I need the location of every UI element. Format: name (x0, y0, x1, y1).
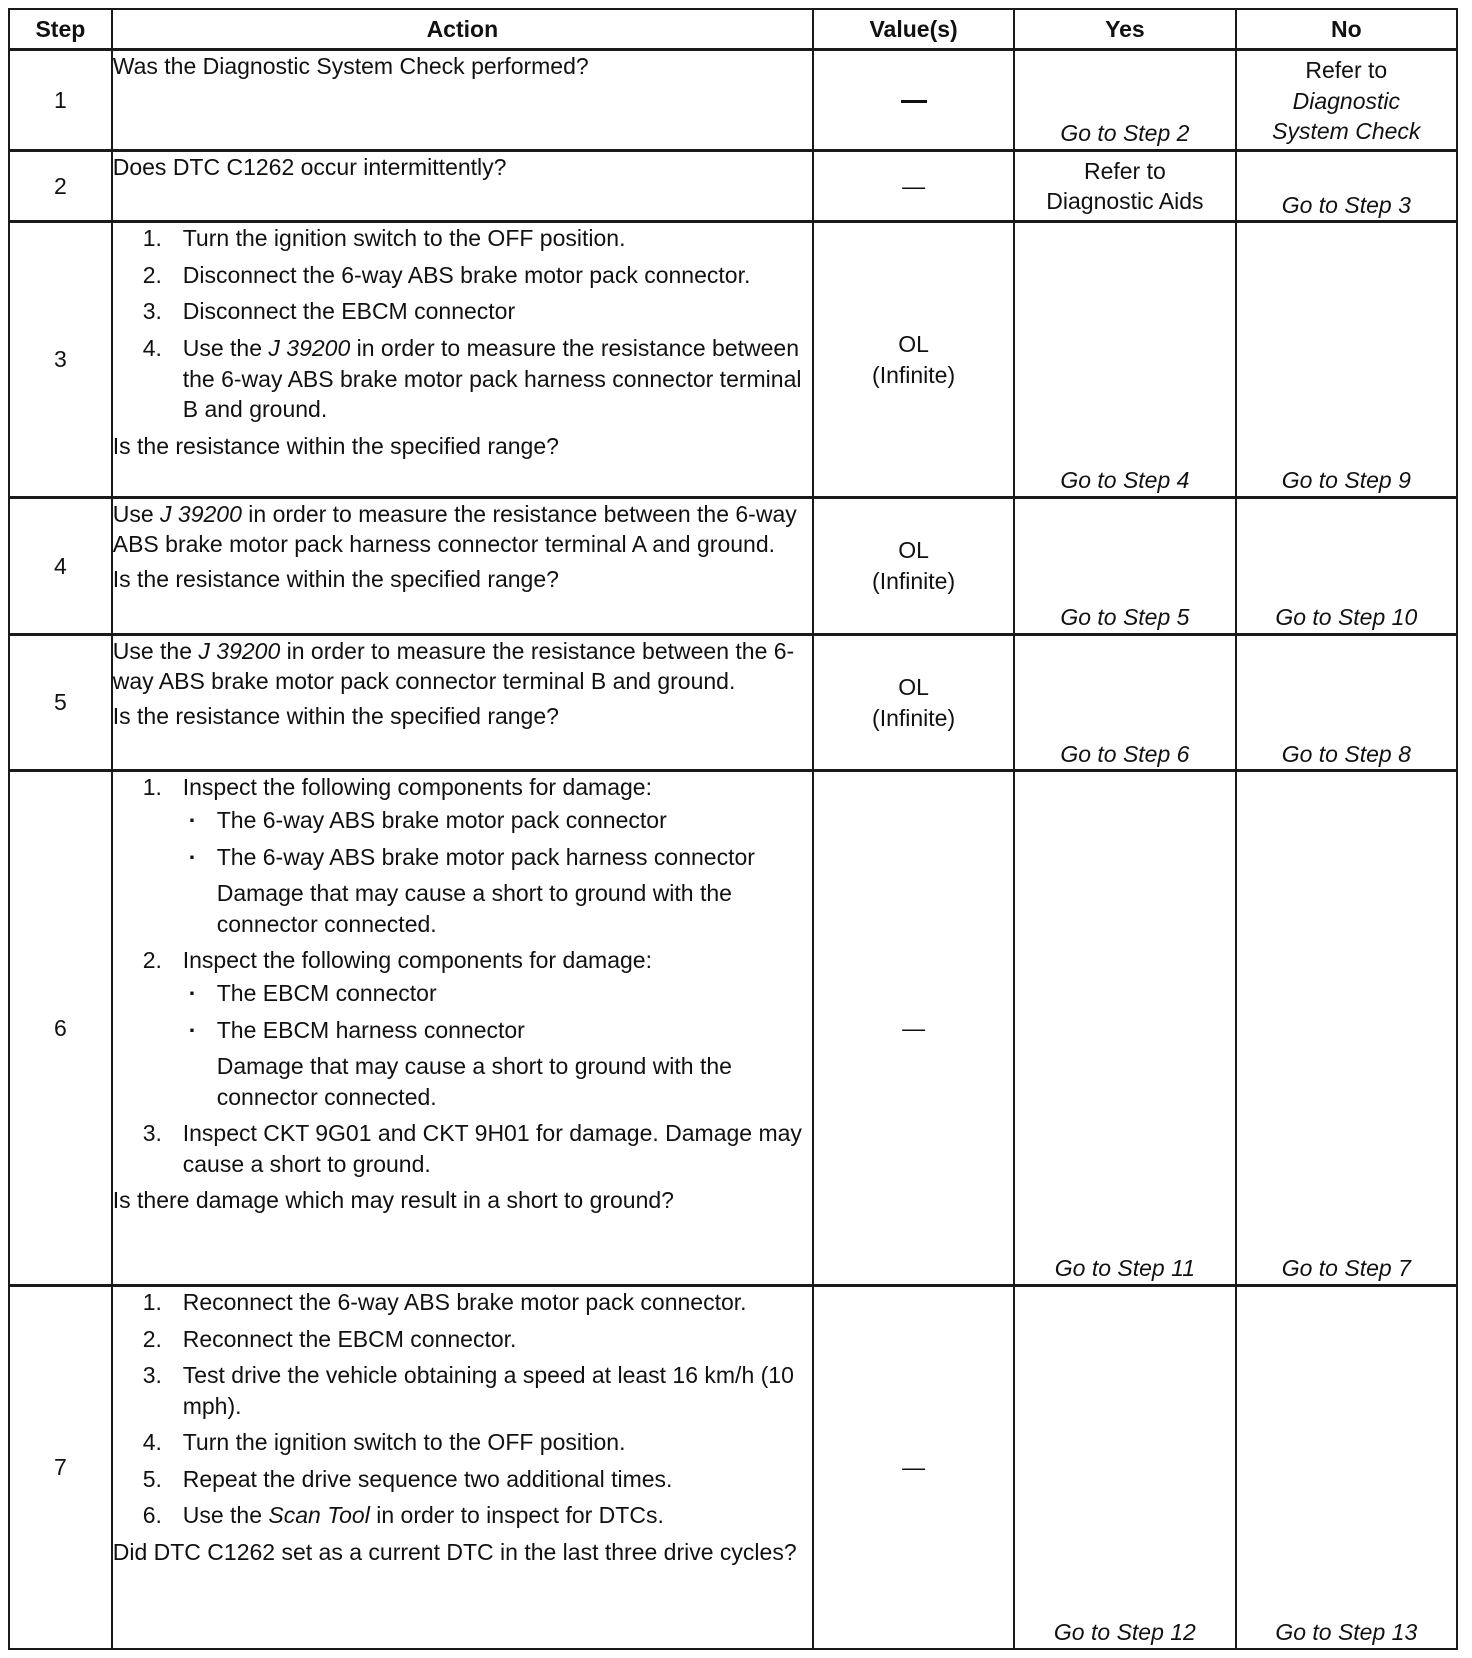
step-number: 1 (9, 50, 112, 151)
yes-cell (1014, 150, 1235, 221)
no-cell (1236, 771, 1457, 1286)
list-item (113, 296, 812, 327)
table-row (9, 634, 1457, 771)
list-item (113, 945, 812, 1112)
refer-text: Refer to (1305, 57, 1388, 83)
item-text: Use the (182, 334, 262, 361)
value-cell (813, 222, 1014, 498)
item-text: in order to measure the resistance between the 6-way ABS brake motor pack harness connector terminal A and ground. (112, 500, 797, 558)
list-item (113, 1464, 812, 1495)
value-text: OL (898, 330, 929, 357)
item-text: Disconnect the EBCM connector (182, 298, 516, 325)
header-yes: Yes (1014, 9, 1235, 50)
item-text: in order to inspect for DTCs. (376, 1502, 664, 1529)
step-number: 3 (9, 222, 112, 498)
question: Does DTC C1262 occur intermittently? (112, 153, 507, 180)
no-cell (1236, 50, 1457, 151)
item-text: Inspect the following components for damage: (182, 947, 652, 974)
bullet-item: · The 6-way ABS brake motor pack harness connector (183, 842, 812, 873)
tool-name: Scan Tool (268, 1502, 370, 1529)
go-to-link: Go to Step 3 (1281, 191, 1411, 218)
question: Did DTC C1262 set as a current DTC in the last three drive cycles? (112, 1539, 797, 1566)
list-item (113, 1500, 812, 1531)
table-row (9, 150, 1457, 221)
procedure-list (113, 772, 812, 1179)
yes-cell (1014, 50, 1235, 151)
go-to-link: Go to Step 8 (1281, 740, 1411, 767)
item-number: 4. (142, 334, 162, 361)
list-item (113, 1287, 812, 1318)
table-row (9, 50, 1457, 151)
yes-cell (1014, 497, 1235, 634)
value-text: — (902, 172, 926, 199)
bullet-list (183, 978, 812, 1045)
item-text: Inspect the following components for damage: (182, 774, 652, 801)
list-item (113, 223, 812, 254)
item-number: 1. (142, 1289, 162, 1316)
refer-text: Refer to (1083, 157, 1166, 184)
go-to-link: Go to Step 4 (1060, 467, 1190, 494)
go-to-link: Go to Step 6 (1060, 740, 1190, 767)
yes-cell (1014, 222, 1235, 498)
item-text: in order to measure the resistance between the 6-way ABS brake motor pack harness connector terminal B and ground. (182, 334, 802, 423)
dash (901, 100, 927, 103)
action-cell (112, 150, 813, 221)
diagnostic-table (8, 8, 1458, 1650)
note-text: Damage that may cause a short to ground with the connector connected. (216, 880, 732, 937)
header-action: Action (112, 9, 813, 50)
value-cell (813, 150, 1014, 221)
table-row (9, 497, 1457, 634)
item-text: Inspect CKT 9G01 and CKT 9H01 for damage. Damage may cause a short to ground. (182, 1120, 802, 1177)
table-row (9, 771, 1457, 1286)
value-cell (813, 497, 1014, 634)
item-number: 3. (142, 1120, 162, 1147)
item-number: 2. (142, 1325, 162, 1352)
item-number: 2. (142, 947, 162, 974)
item-text: Repeat the drive sequence two additional times. (182, 1465, 673, 1492)
go-to-link: Go to Step 10 (1275, 604, 1418, 631)
header-values: Value(s) (813, 9, 1014, 50)
note-text: Damage that may cause a short to ground with the connector connected. (216, 1053, 732, 1110)
no-cell (1236, 634, 1457, 771)
go-to-link: Go to Step 5 (1060, 604, 1190, 631)
no-cell (1236, 222, 1457, 498)
go-to-link: Go to Step 13 (1275, 1619, 1418, 1646)
action-cell (112, 222, 813, 498)
yes-cell (1014, 1286, 1235, 1649)
step-number: 4 (9, 497, 112, 634)
action-cell (112, 50, 813, 151)
item-text: Use the (182, 1502, 262, 1529)
value-cell (813, 634, 1014, 771)
question: Is there damage which may result in a short to ground? (112, 1187, 674, 1214)
list-item (113, 333, 812, 425)
bullet-item: · The 6-way ABS brake motor pack connector (183, 805, 812, 836)
item-number: 1. (142, 225, 162, 252)
value-text: (Infinite) (872, 567, 956, 594)
list-item (113, 1324, 812, 1355)
tool-name: J 39200 (198, 637, 281, 664)
step-number: 5 (9, 634, 112, 771)
item-number: 1. (142, 774, 162, 801)
value-text: (Infinite) (872, 361, 956, 388)
value-text: OL (898, 674, 929, 700)
list-item (113, 1427, 812, 1458)
header-no: No (1236, 9, 1457, 50)
bullet-item: · The EBCM connector (183, 978, 812, 1009)
item-text: Use the (112, 637, 192, 664)
item-number: 3. (142, 1362, 162, 1389)
value-text: — (902, 1014, 926, 1041)
table-row (9, 1286, 1457, 1649)
item-number: 2. (142, 261, 162, 288)
question: Is the resistance within the specified range? (112, 566, 559, 593)
step-number: 2 (9, 150, 112, 221)
item-number: 4. (142, 1429, 162, 1456)
item-text: Turn the ignition switch to the OFF position. (182, 225, 626, 252)
action-text (113, 499, 812, 560)
no-cell (1236, 497, 1457, 634)
list-item (113, 260, 812, 291)
tool-name: J 39200 (268, 334, 351, 361)
value-text: — (902, 1454, 926, 1481)
yes-cell (1014, 634, 1235, 771)
list-item (113, 772, 812, 939)
action-cell (112, 497, 813, 634)
item-text: Test drive the vehicle obtaining a speed at least 16 km/h (10 mph). (182, 1362, 794, 1419)
item-text: Use (112, 500, 154, 527)
list-item (113, 1118, 812, 1179)
go-to-link: Go to Step 7 (1281, 1255, 1411, 1282)
item-number: 5. (142, 1465, 162, 1492)
item-number: 3. (142, 298, 162, 325)
value-text: OL (898, 537, 929, 564)
item-text: Turn the ignition switch to the OFF position. (182, 1429, 626, 1456)
table-row (9, 222, 1457, 498)
go-to-link: Go to Step 2 (1060, 120, 1190, 147)
item-text: Disconnect the 6-way ABS brake motor pack connector. (182, 261, 751, 288)
value-cell (813, 50, 1014, 151)
action-text (113, 636, 812, 697)
action-cell (112, 1286, 813, 1649)
action-cell (112, 634, 813, 771)
go-to-link: Go to Step 11 (1054, 1255, 1195, 1282)
refer-target: System Check (1272, 118, 1421, 145)
bullet-list (183, 805, 812, 872)
item-text: Reconnect the EBCM connector. (182, 1325, 517, 1352)
header-step: Step (9, 9, 112, 50)
question: Was the Diagnostic System Check performed? (112, 53, 589, 79)
item-number: 6. (142, 1502, 162, 1529)
bullet-item: · The EBCM harness connector (183, 1015, 812, 1046)
item-text: in order to measure the resistance between the 6-way ABS brake motor pack connector terminal B and ground. (112, 637, 795, 695)
no-cell (1236, 1286, 1457, 1649)
go-to-link: Go to Step 9 (1281, 467, 1411, 494)
action-cell (112, 771, 813, 1286)
procedure-list (113, 1287, 812, 1531)
value-cell (813, 1286, 1014, 1649)
no-cell (1236, 150, 1457, 221)
value-cell (813, 771, 1014, 1286)
yes-cell (1014, 771, 1235, 1286)
value-text: (Infinite) (872, 704, 956, 731)
step-number: 7 (9, 1286, 112, 1649)
go-to-link: Go to Step 12 (1053, 1619, 1196, 1646)
procedure-list (113, 223, 812, 424)
tool-name: J 39200 (160, 500, 242, 527)
header-row (9, 9, 1457, 50)
list-item (113, 1360, 812, 1421)
refer-target: Diagnostic (1292, 87, 1400, 114)
question: Is the resistance within the specified range? (112, 432, 559, 459)
item-text: Reconnect the 6-way ABS brake motor pack connector. (182, 1289, 747, 1316)
question: Is the resistance within the specified range? (112, 702, 559, 729)
step-number: 6 (9, 771, 112, 1286)
refer-target: Diagnostic Aids (1046, 188, 1204, 215)
